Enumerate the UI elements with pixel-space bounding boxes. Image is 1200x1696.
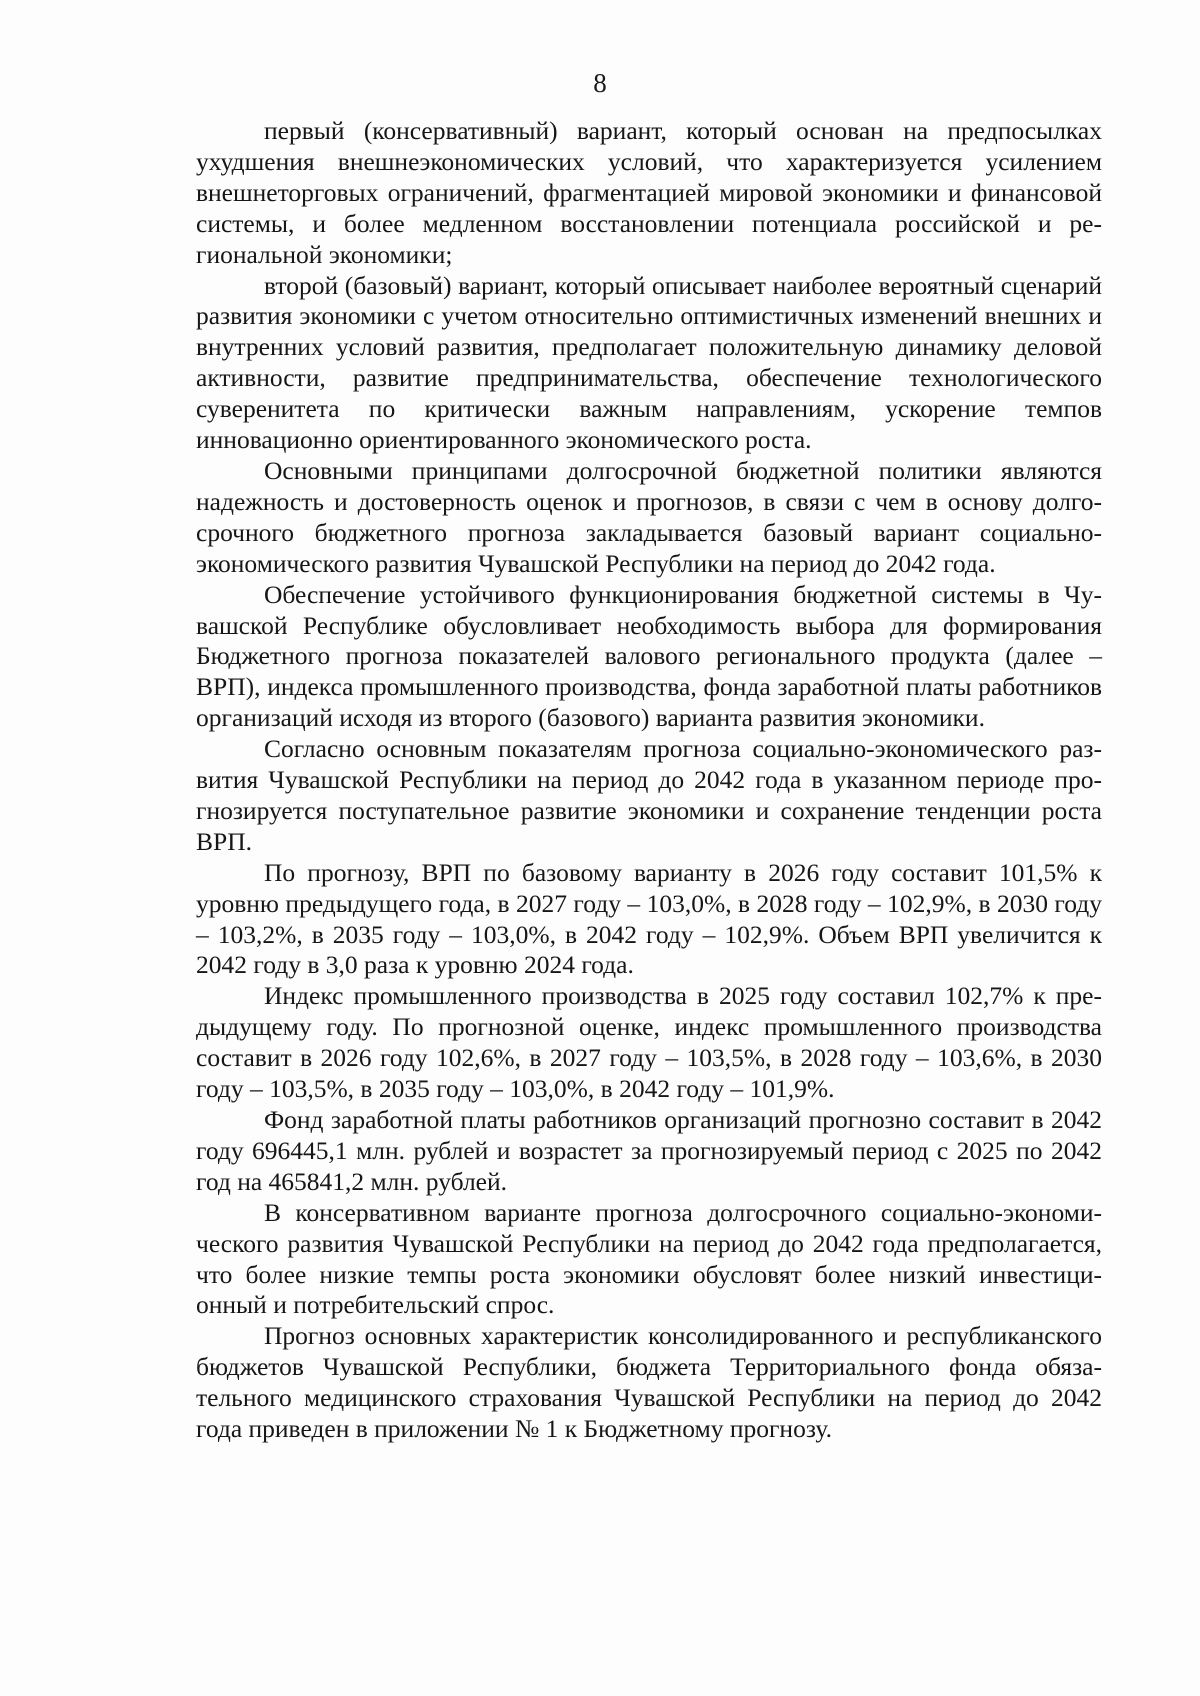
paragraph-conservative-forecast: В консервативном варианте прогноза долгосрочного социально-экономического развития Чувашской Республики на период до 2042 года предполагается, что более низкие темпы роста экономики обусловят более низкий инвестиционный и потребительский спрос. — [196, 1197, 1102, 1320]
paragraph-industrial-production-index: Индекс промышленного производства в 2025 году составил 102,7% к предыдущему году. По прогнозной оценке, индекс промышленного производства составит в 2026 году 102,6%, в 2027 году – 103,5%, в 2028 году – 103,6%, в 2030 году – 103,5%, в 2035 году – 103,0%, в 2042 году – 101,9%. — [196, 981, 1102, 1104]
paragraph-grp-trend: Согласно основным показателям прогноза социально-экономического развития Чувашской Республики на период до 2042 года в указанном периоде прогнозируется поступательное развитие экономики и сохранение тенденции роста ВРП. — [196, 734, 1102, 856]
body-text — [196, 116, 1102, 1445]
paragraph-budget-policy-principles: Основными принципами долгосрочной бюджетной политики являются надежность и достоверность оценок и прогнозов, в связи с чем в основу долгосрочного бюджетного прогноза закладывается базовый вариант социально-экономического развития Чувашской Республики на период до 2042 года. — [196, 455, 1102, 578]
paragraph-base-variant: второй (базовый) вариант, который описывает наиболее вероятный сценарий развития экономики с учетом относительно оптимистичных изменений внешних и внутренних условий развития, предполагает положительную динамику деловой активности, развитие предпринимательства, обеспечение технологического суверенитета по критически важным направлениям, ускорение темпов инновационно ориентированного экономического роста. — [196, 270, 1102, 455]
paragraph-wage-fund: Фонд заработной платы работников организаций прогнозно составит в 2042 году 696445,1 млн. рублей и возрастет за прогнозируемый период с 2025 по 2042 год на 465841,2 млн. рублей. — [196, 1105, 1102, 1196]
paragraph-budget-system-stability: Обеспечение устойчивого функционирования бюджетной системы в Чувашской Республике обусловливает необходимость выбора для формирования Бюджетного прогноза показателей валового регионального продукта (далее – ВРП), индекса промышленного производства, фонда заработной платы работников организаций исходя из второго (базового) варианта развития экономики. — [196, 579, 1102, 733]
paragraph-grp-forecast: По прогнозу, ВРП по базовому варианту в 2026 году составит 101,5% к уровню предыдущего года, в 2027 году – 103,0%, в 2028 году – 102,9%, в 2030 году – 103,2%, в 2035 году – 103,0%, в 2042 году – 102,9%. Объем ВРП увеличится к 2042 году в 3,0 раза к уровню 2024 года. — [196, 857, 1102, 980]
paragraph-conservative-variant: первый (консервативный) вариант, который основан на предпосылках ухудшения внешнеэкономических условий, что характеризуется усилением внешнеторговых ограничений, фрагментацией мировой экономики и финансовой системы, и более медленном восстановлении потенциала российской и региональной экономики; — [196, 116, 1102, 269]
paragraph-budget-characteristics: Прогноз основных характеристик консолидированного и республиканского бюджетов Чувашской Республики, бюджета Территориального фонда обязательного медицинского страхования Чувашской Республики на период до 2042 года приведен в приложении № 1 к Бюджетному прогнозу. — [196, 1321, 1102, 1444]
page-number: 8 — [593, 68, 607, 98]
